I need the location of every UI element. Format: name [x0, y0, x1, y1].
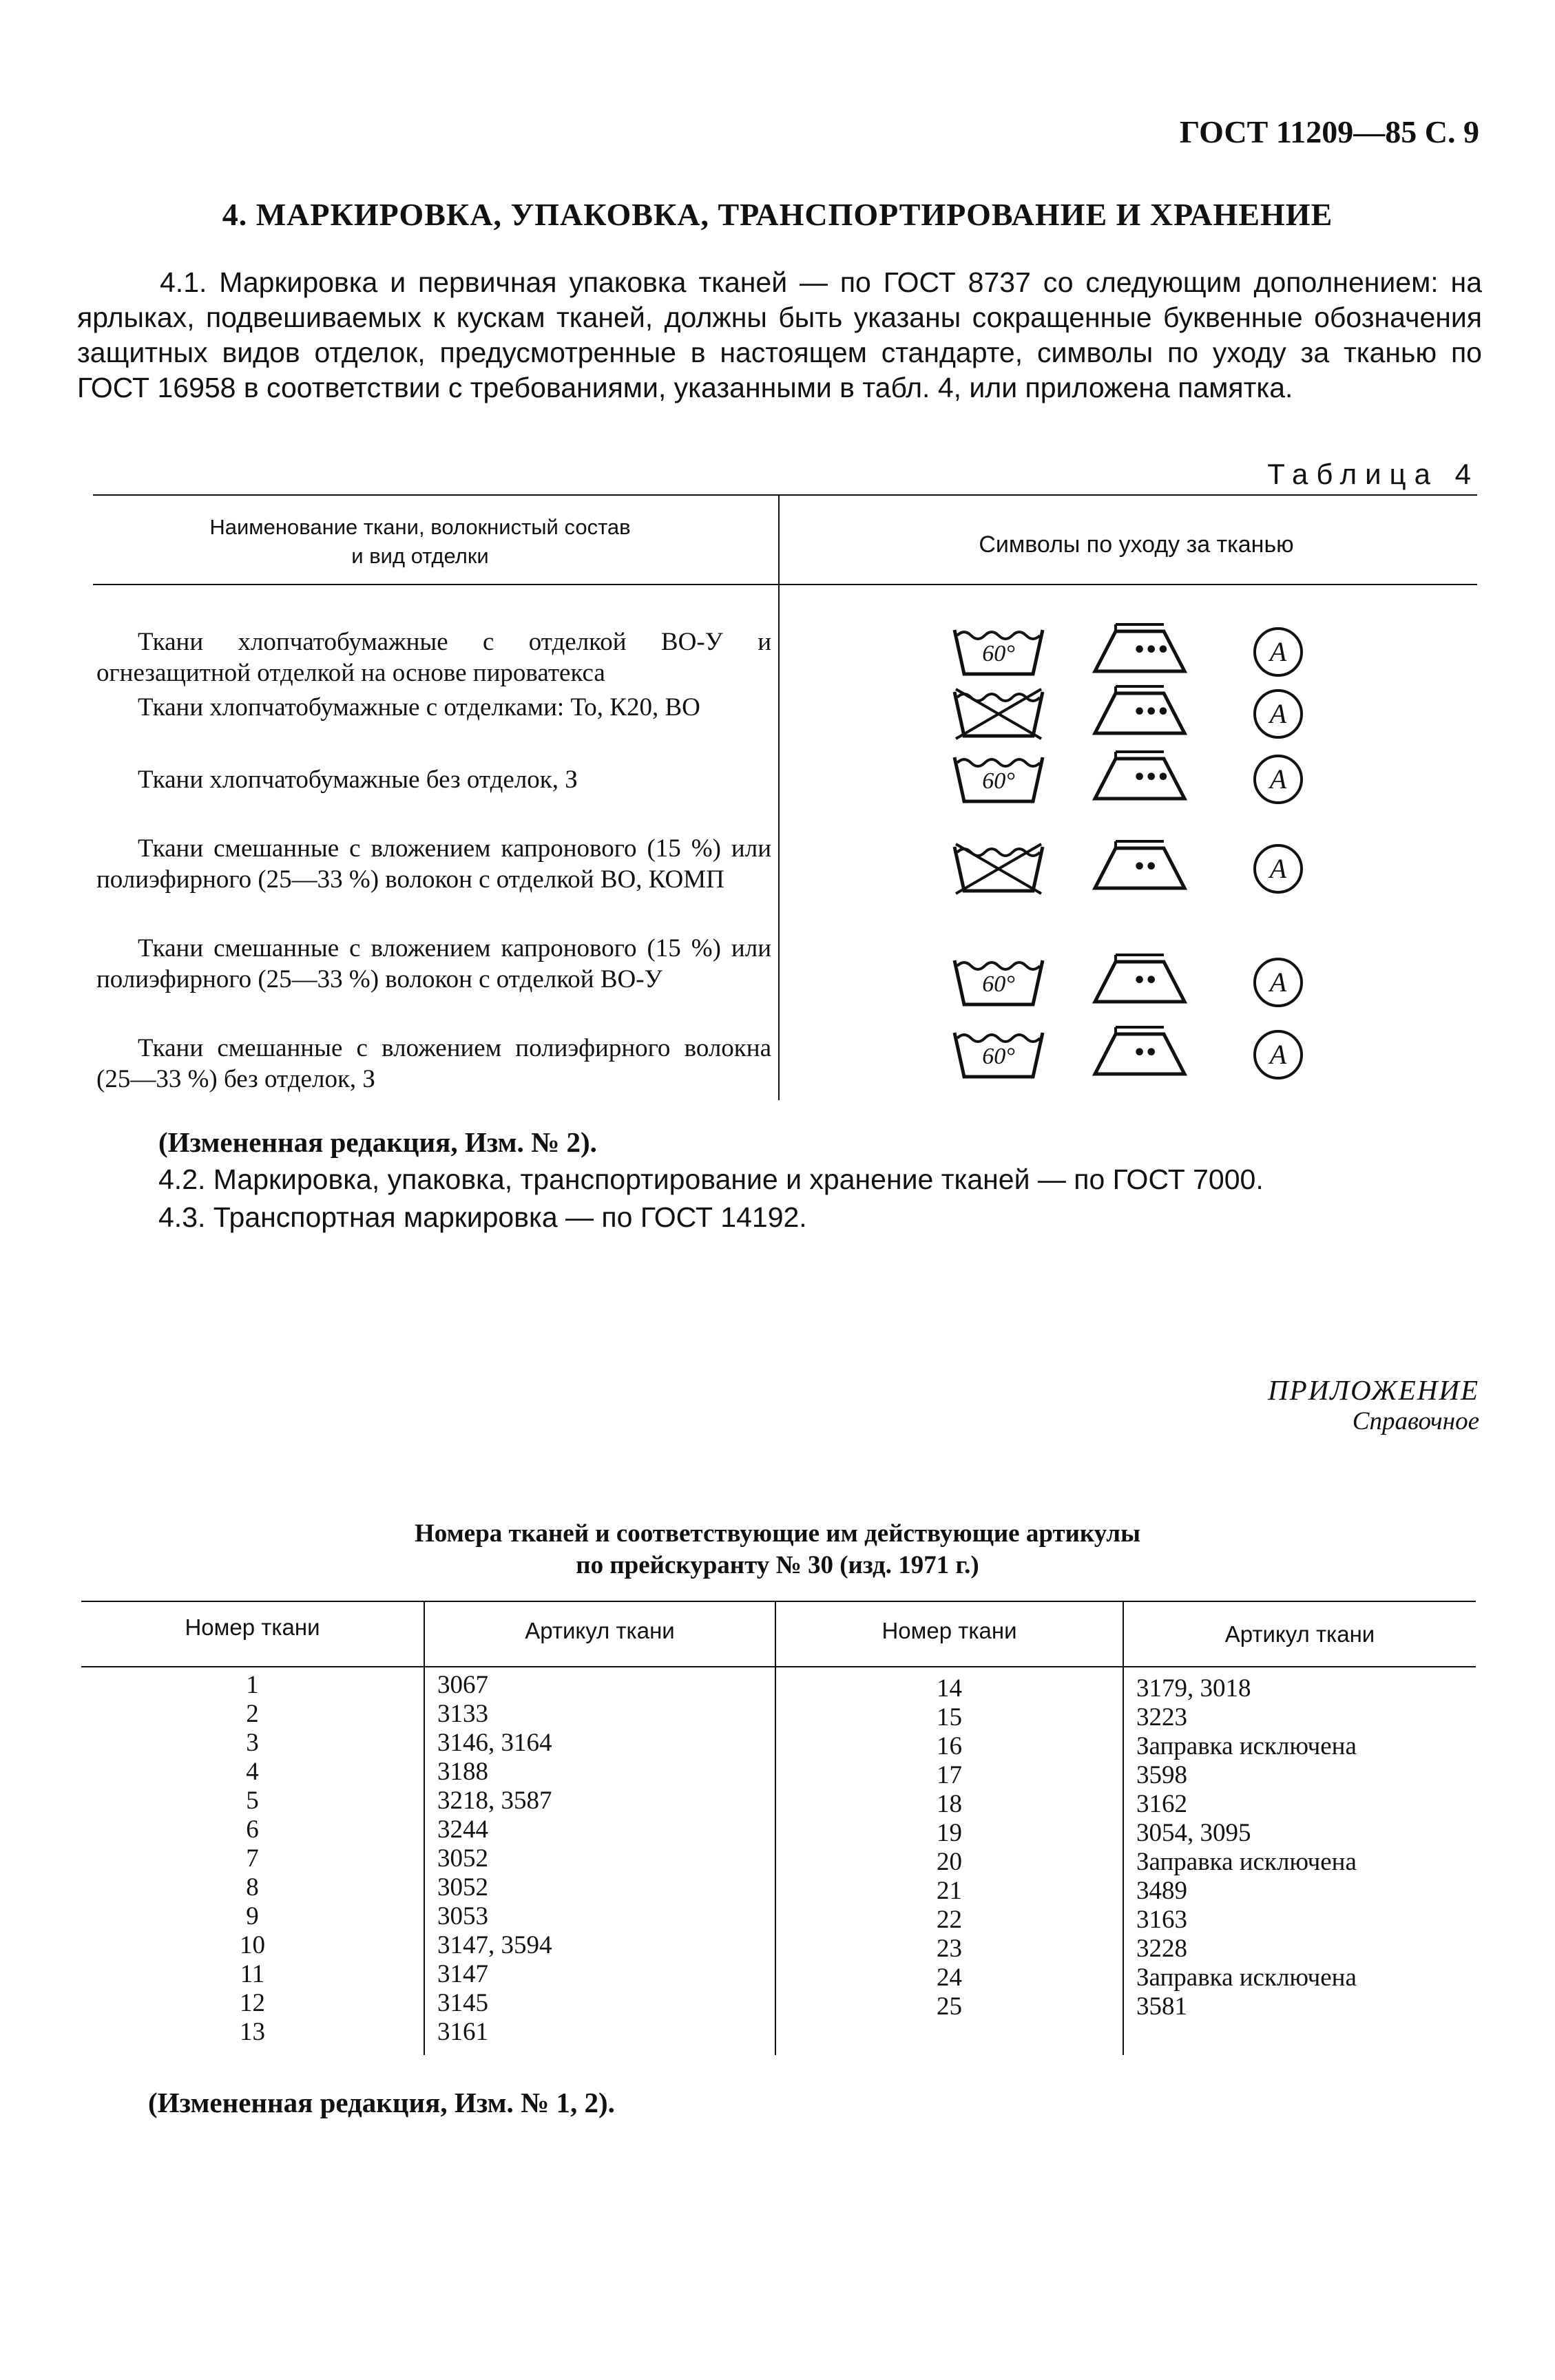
table-cell-article: 3133 [437, 1700, 488, 1728]
row-text: Ткани хлопчатобумажные с отделкой ВО-У и огнезащитной отделкой на основе пироватекса [96, 628, 771, 687]
wash-temperature: 60° [982, 1044, 1015, 1069]
wash-temperature: 60° [982, 768, 1015, 794]
iron-dots: •• [1133, 1041, 1157, 1065]
wash-icon [950, 685, 1047, 740]
table-cell-number: 13 [240, 2018, 265, 2046]
wash-icon [950, 840, 1047, 895]
table-cell-article: 3163 [1136, 1906, 1187, 1934]
table-4-row-3-text [96, 764, 771, 795]
iron-dots: •• [1133, 969, 1157, 993]
table-cell-number: 16 [937, 1732, 962, 1760]
wash-temperature: 60° [982, 971, 1015, 997]
table-cell-number: 3 [246, 1729, 259, 1757]
care-symbol-row [950, 840, 1322, 902]
care-symbol-row [950, 685, 1322, 747]
row-text: Ткани хлопчатобумажные с отделками: То, К20, ВО [138, 693, 700, 722]
table-cell-article: 3228 [1136, 1935, 1187, 1963]
table-4-row-5-text [96, 933, 771, 995]
table-cell-number: 1 [246, 1671, 259, 1699]
table-cell-number: 19 [937, 1819, 962, 1847]
wash-temperature: 60° [982, 641, 1015, 666]
table-4-header-name: Наименование ткани, волокнистый состав и вид отделки [209, 515, 631, 568]
section-title: 4. МАРКИРОВКА, УПАКОВКА, ТРАНСПОРТИРОВАНИЕ И ХРАНЕНИЕ [222, 197, 1333, 232]
dry-clean-circle-icon: A [1253, 1030, 1303, 1080]
iron-dots: ••• [1133, 638, 1169, 662]
iron-dots: •• [1133, 855, 1157, 879]
table-cell-article: 3162 [1136, 1790, 1187, 1818]
appendix-header-art-left: Артикул ткани [525, 1618, 675, 1643]
row-text: Ткани смешанные с вложением капронового (15 %) или полиэфирного (25—33 %) волокон с отделкой ВО-У [96, 934, 771, 993]
table-cell-number: 24 [937, 1963, 962, 1992]
appendix-right-articles [1136, 1674, 1474, 2021]
table-cell-number: 18 [937, 1790, 962, 1818]
table-cell-number: 10 [240, 1931, 265, 1959]
table-cell-article: 3147, 3594 [437, 1931, 552, 1959]
table-4-top-rule [93, 494, 1477, 496]
table-cell-article: 3147 [437, 1960, 488, 1988]
table-cell-article: 3052 [437, 1873, 488, 1902]
table-cell-article: Заправка исключена [1136, 1963, 1357, 1992]
table-cell-article: 3244 [437, 1815, 488, 1844]
table-cell-number: 23 [937, 1935, 962, 1963]
table-cell-number: 14 [937, 1674, 962, 1703]
table-cell-article: 3161 [437, 2018, 488, 2046]
appendix-label-block [1268, 1373, 1479, 1436]
table-4-label: Таблица 4 [1267, 458, 1479, 490]
table-cell-article: 3188 [437, 1758, 488, 1786]
table-4-row-4-text [96, 833, 771, 895]
iron-dots: ••• [1133, 700, 1169, 724]
dry-clean-circle-icon: A [1253, 755, 1303, 804]
appendix-header-num-left: Номер ткани [185, 1614, 320, 1640]
table-cell-number: 8 [246, 1873, 259, 1902]
table-cell-article: 3489 [1136, 1877, 1187, 1905]
dry-clean-circle-icon: A [1253, 627, 1303, 677]
dry-clean-circle-icon: A [1253, 689, 1303, 739]
table-cell-number: 22 [937, 1906, 962, 1934]
table-4-row-1-text [96, 626, 771, 688]
table-cell-number: 21 [937, 1877, 962, 1905]
appendix-table-top-rule [81, 1601, 1476, 1602]
appendix-left-articles [437, 1671, 768, 2047]
appendix-note: (Измененная редакция, Изм. № 1, 2). [148, 2087, 615, 2118]
table-cell-number: 7 [246, 1844, 259, 1873]
appendix-table-header-rule [81, 1666, 1476, 1667]
table-4-header-symbols: Символы по уходу за тканью [979, 531, 1294, 558]
row-text: Ткани смешанные с вложением полиэфирного волокна (25—33 %) без отделок, З [96, 1034, 771, 1093]
appendix-title-line-1: Номера тканей и соответствующие им действующие артикулы [415, 1519, 1140, 1548]
appendix-title [0, 1518, 1555, 1581]
dry-clean-circle-icon: A [1253, 844, 1303, 894]
appendix-col-divider-1 [424, 1601, 425, 2055]
appendix-title-line-2: по прейскуранту № 30 (изд. 1971 г.) [576, 1551, 979, 1579]
paragraph-4-3: 4.3. Транспортная маркировка — по ГОСТ 14192. [158, 1201, 807, 1233]
appendix-header-art-right: Артикул ткани [1224, 1621, 1375, 1647]
paragraph-4-2: 4.2. Маркировка, упаковка, транспортирование и хранение тканей — по ГОСТ 7000. [158, 1163, 1264, 1195]
appendix-left-numbers [81, 1671, 424, 2047]
table-cell-article: 3223 [1136, 1703, 1187, 1731]
table-cell-number: 12 [240, 1989, 265, 2017]
table-cell-number: 17 [937, 1761, 962, 1789]
appendix-label: ПРИЛОЖЕНИЕ [1268, 1374, 1479, 1406]
table-cell-number: 15 [937, 1703, 962, 1731]
table-cell-article: 3146, 3164 [437, 1729, 552, 1757]
table-cell-article: 3598 [1136, 1761, 1187, 1789]
table-cell-number: 2 [246, 1700, 259, 1728]
table-cell-article: 3067 [437, 1671, 488, 1699]
table-4-row-6-text [96, 1033, 771, 1095]
table-cell-article: 3145 [437, 1989, 488, 2017]
row-text: Ткани смешанные с вложением капронового (15 %) или полиэфирного (25—33 %) волокон с отделкой ВО, КОМП [96, 834, 771, 894]
table-cell-article: Заправка исключена [1136, 1732, 1357, 1760]
table-cell-number: 4 [246, 1758, 259, 1786]
table-cell-number: 5 [246, 1787, 259, 1815]
table-cell-article: 3179, 3018 [1136, 1674, 1251, 1703]
table-cell-number: 25 [937, 1992, 962, 2021]
appendix-header-num-right: Номер ткани [881, 1618, 1017, 1643]
table-cell-article: 3053 [437, 1902, 488, 1930]
paragraph-4-1-text: 4.1. Маркировка и первичная упаковка тканей — по ГОСТ 8737 со следующим дополнением: на ярлыках, подвешиваемых к кускам тканей, должны быть указаны сокращенные буквенные обозначения защитных видов отделок, предусмотренные в настоящем стандарте, символы по уходу за тканью по ГОСТ 16958 в соответствии с требованиями, указанными в табл. 4, или приложена памятка. [77, 266, 1482, 403]
appendix-sublabel: Справочное [1352, 1407, 1479, 1435]
care-symbol-row [950, 1026, 1322, 1088]
table-cell-number: 6 [246, 1815, 259, 1844]
table-cell-number: 11 [240, 1960, 265, 1988]
table-cell-article: 3581 [1136, 1992, 1187, 2021]
table-cell-article: 3218, 3587 [437, 1787, 552, 1815]
table-4-note: (Измененная редакция, Изм. № 2). [158, 1126, 597, 1158]
care-symbol-row [950, 954, 1322, 1015]
table-cell-article: 3052 [437, 1844, 488, 1873]
paragraph-4-1 [77, 265, 1482, 406]
table-cell-article: Заправка исключена [1136, 1848, 1357, 1876]
dry-clean-circle-icon: A [1253, 958, 1303, 1007]
table-4-header-rule [93, 584, 1477, 585]
row-text: Ткани хлопчатобумажные без отделок, З [138, 766, 578, 794]
page-header-code: ГОСТ 11209—85 С. 9 [1179, 114, 1479, 149]
iron-dots: ••• [1133, 766, 1169, 790]
appendix-right-numbers [776, 1674, 1123, 2021]
table-cell-number: 9 [246, 1902, 259, 1930]
table-cell-article: 3054, 3095 [1136, 1819, 1251, 1847]
table-4-row-2-text [96, 692, 771, 723]
appendix-col-divider-3 [1123, 1601, 1124, 2055]
care-symbol-row [950, 623, 1322, 685]
care-symbol-row [950, 750, 1322, 812]
table-cell-number: 20 [937, 1848, 962, 1876]
table-4-column-divider [778, 494, 780, 1100]
